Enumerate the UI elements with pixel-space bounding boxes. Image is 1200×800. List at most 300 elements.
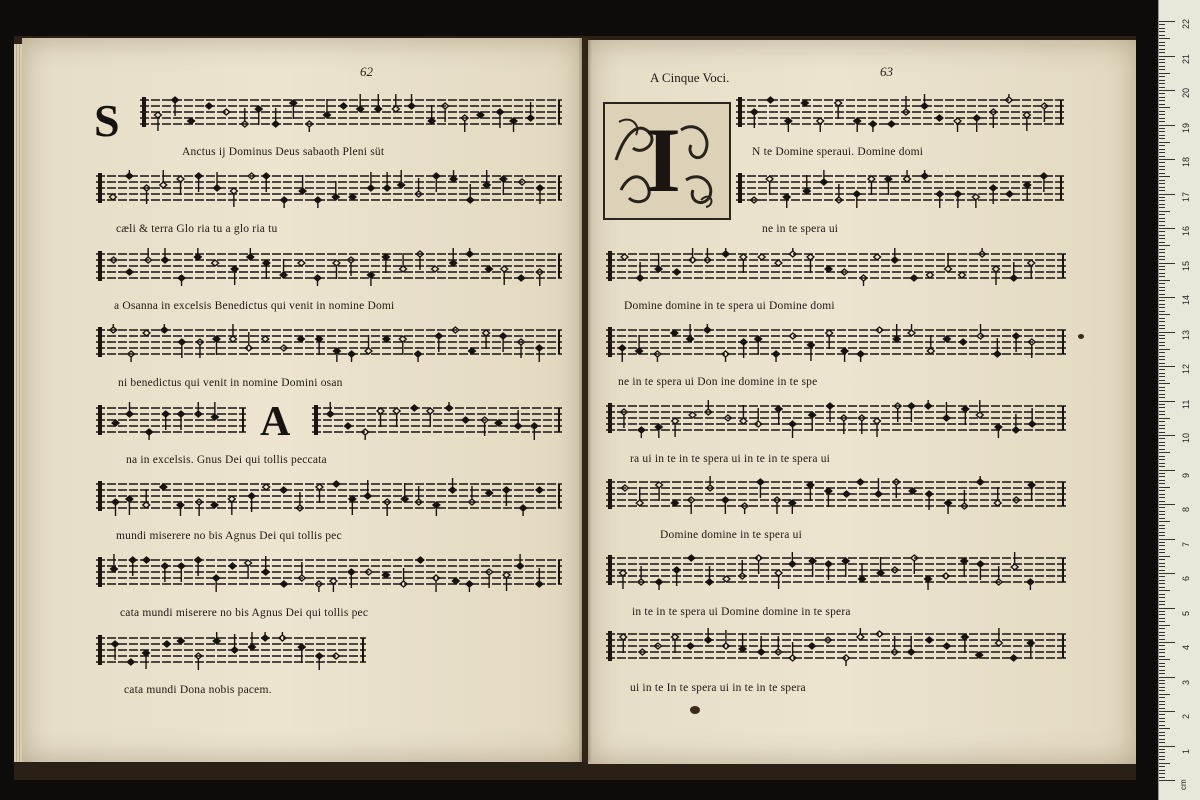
note-head [671, 634, 678, 640]
lyric-line: N te Domine speraui. Domine domi [752, 146, 924, 158]
ruler-tick [1159, 573, 1175, 574]
music-staff [96, 324, 562, 354]
note-head [531, 423, 538, 429]
ruler-tick [1159, 156, 1165, 157]
ruler-tick [1159, 304, 1165, 305]
note-head [739, 646, 746, 652]
ruler-tick [1159, 701, 1165, 702]
note-head [248, 493, 255, 499]
ruler-number: 6 [1181, 575, 1191, 581]
note-head [758, 254, 765, 260]
ruler-tick [1159, 145, 1165, 146]
ruler-tick [1159, 249, 1165, 250]
note-head [486, 266, 493, 272]
note-head [921, 173, 928, 179]
note-head [943, 336, 950, 342]
ruler-tick [1159, 376, 1165, 377]
ruler-tick [1159, 677, 1175, 678]
ruler-tick [1159, 694, 1170, 695]
ruler-tick [1159, 197, 1165, 198]
note-head [178, 339, 185, 345]
note-head [195, 173, 202, 179]
ruler-tick [1159, 373, 1165, 374]
ruler-tick [1159, 625, 1170, 626]
ruler-tick [1159, 121, 1165, 122]
note-head [973, 115, 980, 121]
note-head [392, 106, 399, 112]
ruler-tick [1159, 690, 1165, 691]
clef-mark [142, 97, 146, 127]
note-head [740, 254, 747, 260]
ruler-tick [1159, 35, 1165, 36]
ruler-tick [1159, 766, 1165, 767]
ruler-tick [1159, 452, 1170, 453]
clef-mark [608, 403, 612, 433]
note-head [1040, 173, 1047, 179]
ruler-tick [1159, 542, 1165, 543]
note-head [205, 103, 212, 109]
note-head [875, 491, 882, 497]
ruler-tick [1159, 763, 1170, 764]
lyric-line: cæli & terra Glo ria tu a glo ria tu [116, 223, 278, 235]
ruler-tick [1159, 687, 1165, 688]
lyric-line: Anctus ij Dominus Deus sabaoth Pleni süt [182, 146, 385, 158]
ruler-tick [1159, 673, 1165, 674]
ruler-tick [1159, 321, 1165, 322]
note-head [673, 567, 680, 573]
note-head [994, 351, 1001, 357]
note-head [129, 557, 136, 563]
note-head [885, 176, 892, 182]
ruler-tick [1159, 635, 1165, 636]
note-head [501, 266, 508, 272]
note-head [262, 336, 269, 342]
ruler-tick [1159, 566, 1165, 567]
note-head [993, 266, 1000, 272]
ruler-tick [1159, 770, 1165, 771]
note-head [961, 634, 968, 640]
bar-line [558, 330, 560, 354]
note-head [280, 272, 287, 278]
ruler-tick [1159, 259, 1165, 260]
note-head [926, 637, 933, 643]
note-head [333, 348, 340, 354]
ruler-tick [1159, 93, 1165, 94]
music-staff [606, 400, 1066, 430]
note-head [859, 576, 866, 582]
note-head [687, 643, 694, 649]
note-head [333, 260, 340, 266]
ruler-tick [1159, 218, 1165, 219]
ruler-tick [1159, 300, 1165, 301]
note-head [954, 118, 961, 124]
ruler-tick [1159, 746, 1175, 747]
note-head [503, 572, 510, 578]
note-head [467, 197, 474, 203]
note-head [112, 420, 119, 426]
ruler-tick [1159, 597, 1165, 598]
clef-mark [98, 635, 102, 665]
note-head [962, 406, 969, 412]
ruler-number: 11 [1181, 399, 1191, 409]
note-head [990, 185, 997, 191]
note-head [1028, 482, 1035, 488]
note-head [891, 257, 898, 263]
note-head [706, 579, 713, 585]
note-head [755, 336, 762, 342]
note-head [126, 411, 133, 417]
ruler-number: 18 [1181, 156, 1191, 167]
note-head [435, 333, 442, 339]
ruler-tick [1159, 594, 1165, 595]
ruler-tick [1159, 590, 1170, 591]
note-head [299, 188, 306, 194]
ruler-tick [1159, 449, 1165, 450]
note-head [874, 418, 881, 424]
ruler-number: 7 [1181, 541, 1191, 547]
note-head [857, 634, 864, 640]
note-head [344, 423, 351, 429]
ruler-tick [1159, 45, 1165, 46]
note-head [230, 188, 237, 194]
ruler-tick [1159, 166, 1165, 167]
note-head [807, 254, 814, 260]
note-head [515, 423, 522, 429]
ruler-tick [1159, 528, 1165, 529]
ruler-tick [1159, 773, 1165, 774]
note-head [468, 348, 475, 354]
ink-stain [1078, 334, 1084, 339]
bar-line [1062, 254, 1064, 278]
note-head [298, 260, 305, 266]
ruler-tick [1159, 639, 1165, 640]
note-head [228, 496, 235, 502]
note-head [112, 641, 119, 647]
ruler-tick [1159, 683, 1165, 684]
ruler-number: 3 [1181, 679, 1191, 685]
ruler-tick [1159, 380, 1165, 381]
ruler-tick [1159, 704, 1165, 705]
note-head [411, 405, 418, 411]
ruler-tick [1159, 111, 1165, 112]
note-head [483, 182, 490, 188]
ruler-tick [1159, 314, 1170, 315]
note-head [314, 275, 321, 281]
ruler-tick [1159, 59, 1165, 60]
note-head [109, 194, 116, 200]
music-staff [606, 628, 1066, 658]
ruler-tick [1159, 107, 1170, 108]
note-head [272, 121, 279, 127]
lyric-line: Domine domine in te spera ui [660, 529, 802, 541]
ruler-tick [1159, 414, 1165, 415]
note-head [809, 558, 816, 564]
ruler-number: 22 [1181, 18, 1191, 29]
ruler-tick [1159, 642, 1175, 643]
book-gutter [578, 38, 592, 762]
note-head [945, 500, 952, 506]
ruler-tick [1159, 159, 1175, 160]
note-head [807, 482, 814, 488]
note-head [1010, 655, 1017, 661]
ruler-tick [1159, 97, 1165, 98]
note-head [789, 500, 796, 506]
note-head [143, 557, 150, 563]
note-head [177, 638, 184, 644]
note-head [638, 427, 645, 433]
clef-mark [608, 631, 612, 661]
note-head [1006, 191, 1013, 197]
ruler-tick [1159, 521, 1170, 522]
clef-mark [98, 251, 102, 281]
ruler-number: 10 [1181, 432, 1191, 443]
note-head [826, 330, 833, 336]
note-head [908, 330, 915, 336]
note-head [213, 336, 220, 342]
ruler-tick [1159, 570, 1165, 571]
ruler-tick [1159, 587, 1165, 588]
ruler-tick [1159, 387, 1165, 388]
note-head [536, 345, 543, 351]
note-head [365, 348, 372, 354]
music-staff [606, 324, 1066, 354]
ruler-tick [1159, 231, 1165, 232]
note-head [401, 496, 408, 502]
note-head [195, 411, 202, 417]
ruler-tick [1159, 311, 1165, 312]
note-head [213, 575, 220, 581]
note-head [1010, 275, 1017, 281]
bar-line [1060, 100, 1062, 124]
note-head [995, 424, 1002, 430]
note-head [619, 345, 626, 351]
note-head [314, 197, 321, 203]
bar-line [1062, 330, 1064, 354]
note-head [689, 412, 696, 418]
ruler-tick [1159, 31, 1165, 32]
ruler-number: 9 [1181, 472, 1191, 478]
note-head [433, 502, 440, 508]
note-head [888, 121, 895, 127]
clef-mark [98, 481, 102, 511]
note-head [841, 348, 848, 354]
ruler-tick [1159, 176, 1170, 177]
ruler-tick [1159, 104, 1165, 105]
note-head [452, 578, 459, 584]
ruler-tick [1159, 90, 1175, 91]
ruler-tick [1159, 604, 1165, 605]
note-head [704, 327, 711, 333]
note-head [213, 638, 220, 644]
ruler-tick [1159, 435, 1175, 436]
ruler-tick [1159, 66, 1165, 67]
note-head [943, 643, 950, 649]
music-staff [312, 402, 562, 432]
ruler-tick [1159, 480, 1165, 481]
note-head [789, 421, 796, 427]
note-head [245, 560, 252, 566]
ruler-tick [1159, 563, 1165, 564]
note-head [415, 351, 422, 357]
note-head [399, 336, 406, 342]
note-head [636, 500, 643, 506]
bar-line [558, 408, 560, 432]
note-head [807, 342, 814, 348]
note-head [393, 408, 400, 414]
bar-line [242, 408, 244, 432]
note-head [655, 266, 662, 272]
ruler-tick [1159, 114, 1165, 115]
lyric-line: cata mundi miserere no bis Agnus Dei qui tollis pec [120, 607, 369, 619]
note-head [655, 424, 662, 430]
note-head [483, 330, 490, 336]
note-head [656, 482, 663, 488]
ruler-tick [1159, 401, 1175, 402]
note-head [297, 336, 304, 342]
note-head [536, 185, 543, 191]
note-head [323, 112, 330, 118]
ruler-tick [1159, 535, 1165, 536]
note-head [280, 581, 287, 587]
ruler-tick [1159, 473, 1165, 474]
ruler-tick [1159, 28, 1165, 29]
note-head [775, 260, 782, 266]
ruler-tick [1159, 325, 1165, 326]
ruler-unit-label: cm [1179, 779, 1188, 790]
lyric-line: a Osanna in excelsis Benedictus qui venit in nomine Domi [114, 300, 395, 312]
note-head [751, 109, 758, 115]
note-head [723, 576, 730, 582]
ruler-tick [1159, 131, 1165, 132]
ruler-tick [1159, 628, 1165, 629]
note-head [349, 496, 356, 502]
ruler-tick [1159, 507, 1165, 508]
ruler-tick [1159, 742, 1165, 743]
note-head [825, 488, 832, 494]
note-head [936, 191, 943, 197]
note-head [281, 197, 288, 203]
bar-line [1062, 406, 1064, 430]
note-head [349, 194, 356, 200]
note-head [332, 194, 339, 200]
note-head [333, 481, 340, 487]
note-head [801, 100, 808, 106]
note-head [820, 179, 827, 185]
ruler-tick [1159, 338, 1165, 339]
note-head [869, 121, 876, 127]
note-head [177, 411, 184, 417]
ruler-tick [1159, 459, 1165, 460]
note-head [298, 644, 305, 650]
lyric-line: cata mundi Dona nobis pacem. [124, 684, 272, 696]
note-head [874, 254, 881, 260]
ruler-tick [1159, 632, 1165, 633]
ruler-tick [1159, 263, 1175, 264]
lyric-line: ra ui in te in te spera ui in te in te spera ui [630, 453, 831, 465]
ruler-tick [1159, 245, 1170, 246]
note-head [348, 351, 355, 357]
note-head [927, 348, 934, 354]
bar-line [1062, 634, 1064, 658]
note-head [954, 191, 961, 197]
note-head [893, 336, 900, 342]
ruler-tick [1159, 183, 1165, 184]
note-head [636, 348, 643, 354]
ruler-tick [1159, 190, 1165, 191]
note-head [348, 569, 355, 575]
ruler-tick [1159, 252, 1165, 253]
note-head [976, 412, 983, 418]
ruler-tick [1159, 76, 1165, 77]
lyric-line: Domine domine in te spera ui Domine domi [624, 300, 835, 312]
ruler-tick [1159, 24, 1165, 25]
note-head [961, 558, 968, 564]
note-head [877, 570, 884, 576]
note-head [977, 561, 984, 567]
bar-line [1062, 558, 1064, 582]
note-head [178, 563, 185, 569]
clef-mark [608, 479, 612, 509]
note-head [536, 487, 543, 493]
note-head [178, 275, 185, 281]
note-head [775, 570, 782, 576]
ruler-tick [1159, 214, 1165, 215]
ruler-tick [1159, 169, 1165, 170]
note-head [477, 112, 484, 118]
ruler-tick [1159, 297, 1175, 298]
ruler-tick [1159, 421, 1165, 422]
ruler-tick [1159, 369, 1165, 370]
note-head [503, 487, 510, 493]
ruler-tick [1159, 204, 1165, 205]
bar-line [1060, 176, 1062, 200]
ruler-tick [1159, 494, 1165, 495]
ruler-tick [1159, 718, 1165, 719]
ruler-tick [1159, 739, 1165, 740]
music-staff [96, 478, 562, 508]
note-head [357, 106, 364, 112]
ruler-number: 17 [1181, 191, 1191, 202]
note-head [384, 185, 391, 191]
ruler-tick [1159, 470, 1175, 471]
ruler-tick [1159, 621, 1165, 622]
note-head [767, 97, 774, 103]
ruler-tick [1159, 714, 1165, 715]
ruler-tick [1159, 269, 1165, 270]
ruler-tick [1159, 545, 1165, 546]
note-head [316, 653, 323, 659]
ruler-tick [1159, 390, 1165, 391]
ruler-tick [1159, 52, 1165, 53]
clef-mark [314, 405, 318, 435]
note-head [854, 118, 861, 124]
note-head [671, 500, 678, 506]
ruler-tick [1159, 466, 1165, 467]
note-head [500, 176, 507, 182]
ruler-number: 5 [1181, 610, 1191, 616]
music-staff [140, 94, 562, 124]
ruler-tick [1159, 359, 1165, 360]
note-head [976, 652, 983, 658]
ruler-tick [1159, 645, 1165, 646]
note-head [672, 418, 679, 424]
ruler-number: 14 [1181, 294, 1191, 305]
note-head [231, 266, 238, 272]
note-head [177, 176, 184, 182]
note-head [382, 254, 389, 260]
note-head [408, 103, 415, 109]
ruler-tick [1159, 194, 1175, 195]
